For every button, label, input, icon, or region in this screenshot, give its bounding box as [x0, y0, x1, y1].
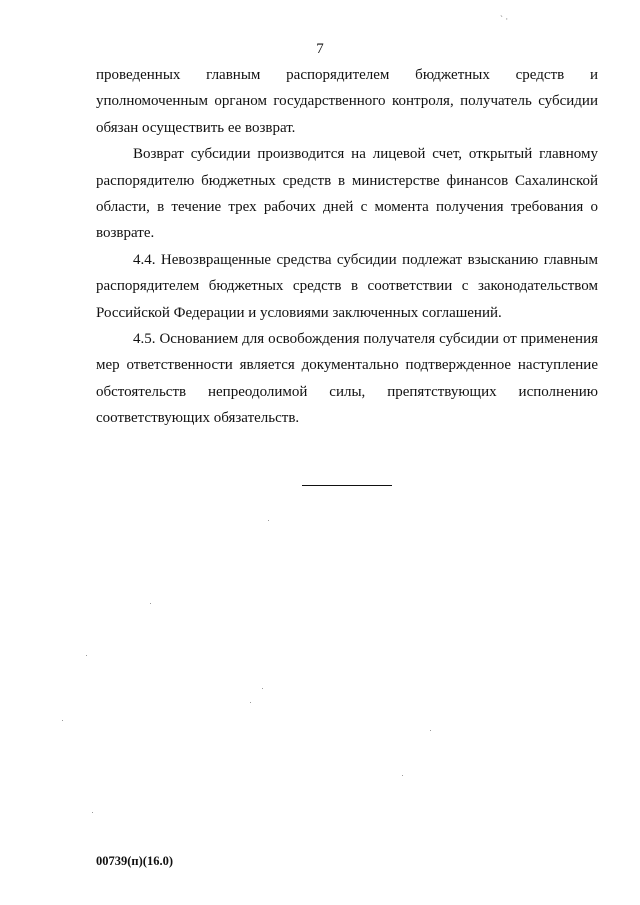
document-body [96, 62, 598, 432]
scan-speck [62, 720, 63, 721]
paragraph-4-4: 4.4. Невозвращенные средства субсидии подлежат взысканию главным распорядителем бюджетных средств в соответствии с законодательством Российской Федерации и условиями заключенных соглашений. [96, 251, 598, 321]
scan-speck [402, 775, 403, 776]
scan-speck [430, 730, 431, 731]
page-number: 7 [316, 41, 324, 57]
paragraph-refund-procedure: Возврат субсидии производится на лицевой счет, открытый главному распорядителю бюджетных средств в министерстве финансов Сахалинской области, в течение трех рабочих дней с момента получения требования о возврате. [96, 146, 598, 242]
scan-speck [250, 702, 251, 703]
scan-speck [268, 520, 269, 521]
scan-speck [86, 655, 87, 656]
scan-speck [92, 812, 93, 813]
paragraph-4-5: 4.5. Основанием для освобождения получателя субсидии от применения мер ответственности является документально подтвержденное наступление обстоятельств непреодолимой силы, препятствующих исполнению соответствующих обязательств. [96, 331, 598, 427]
scan-artifact: ` · [500, 14, 509, 24]
scan-speck [150, 603, 151, 604]
scan-speck [262, 688, 263, 689]
document-code: 00739(п)(16.0) [96, 854, 173, 868]
end-separator-line [302, 485, 392, 486]
paragraph-continuation: проведенных главным распорядителем бюджетных средств и уполномоченным органом государственного контроля, получатель субсидии обязан осуществить ее возврат. [96, 67, 598, 136]
